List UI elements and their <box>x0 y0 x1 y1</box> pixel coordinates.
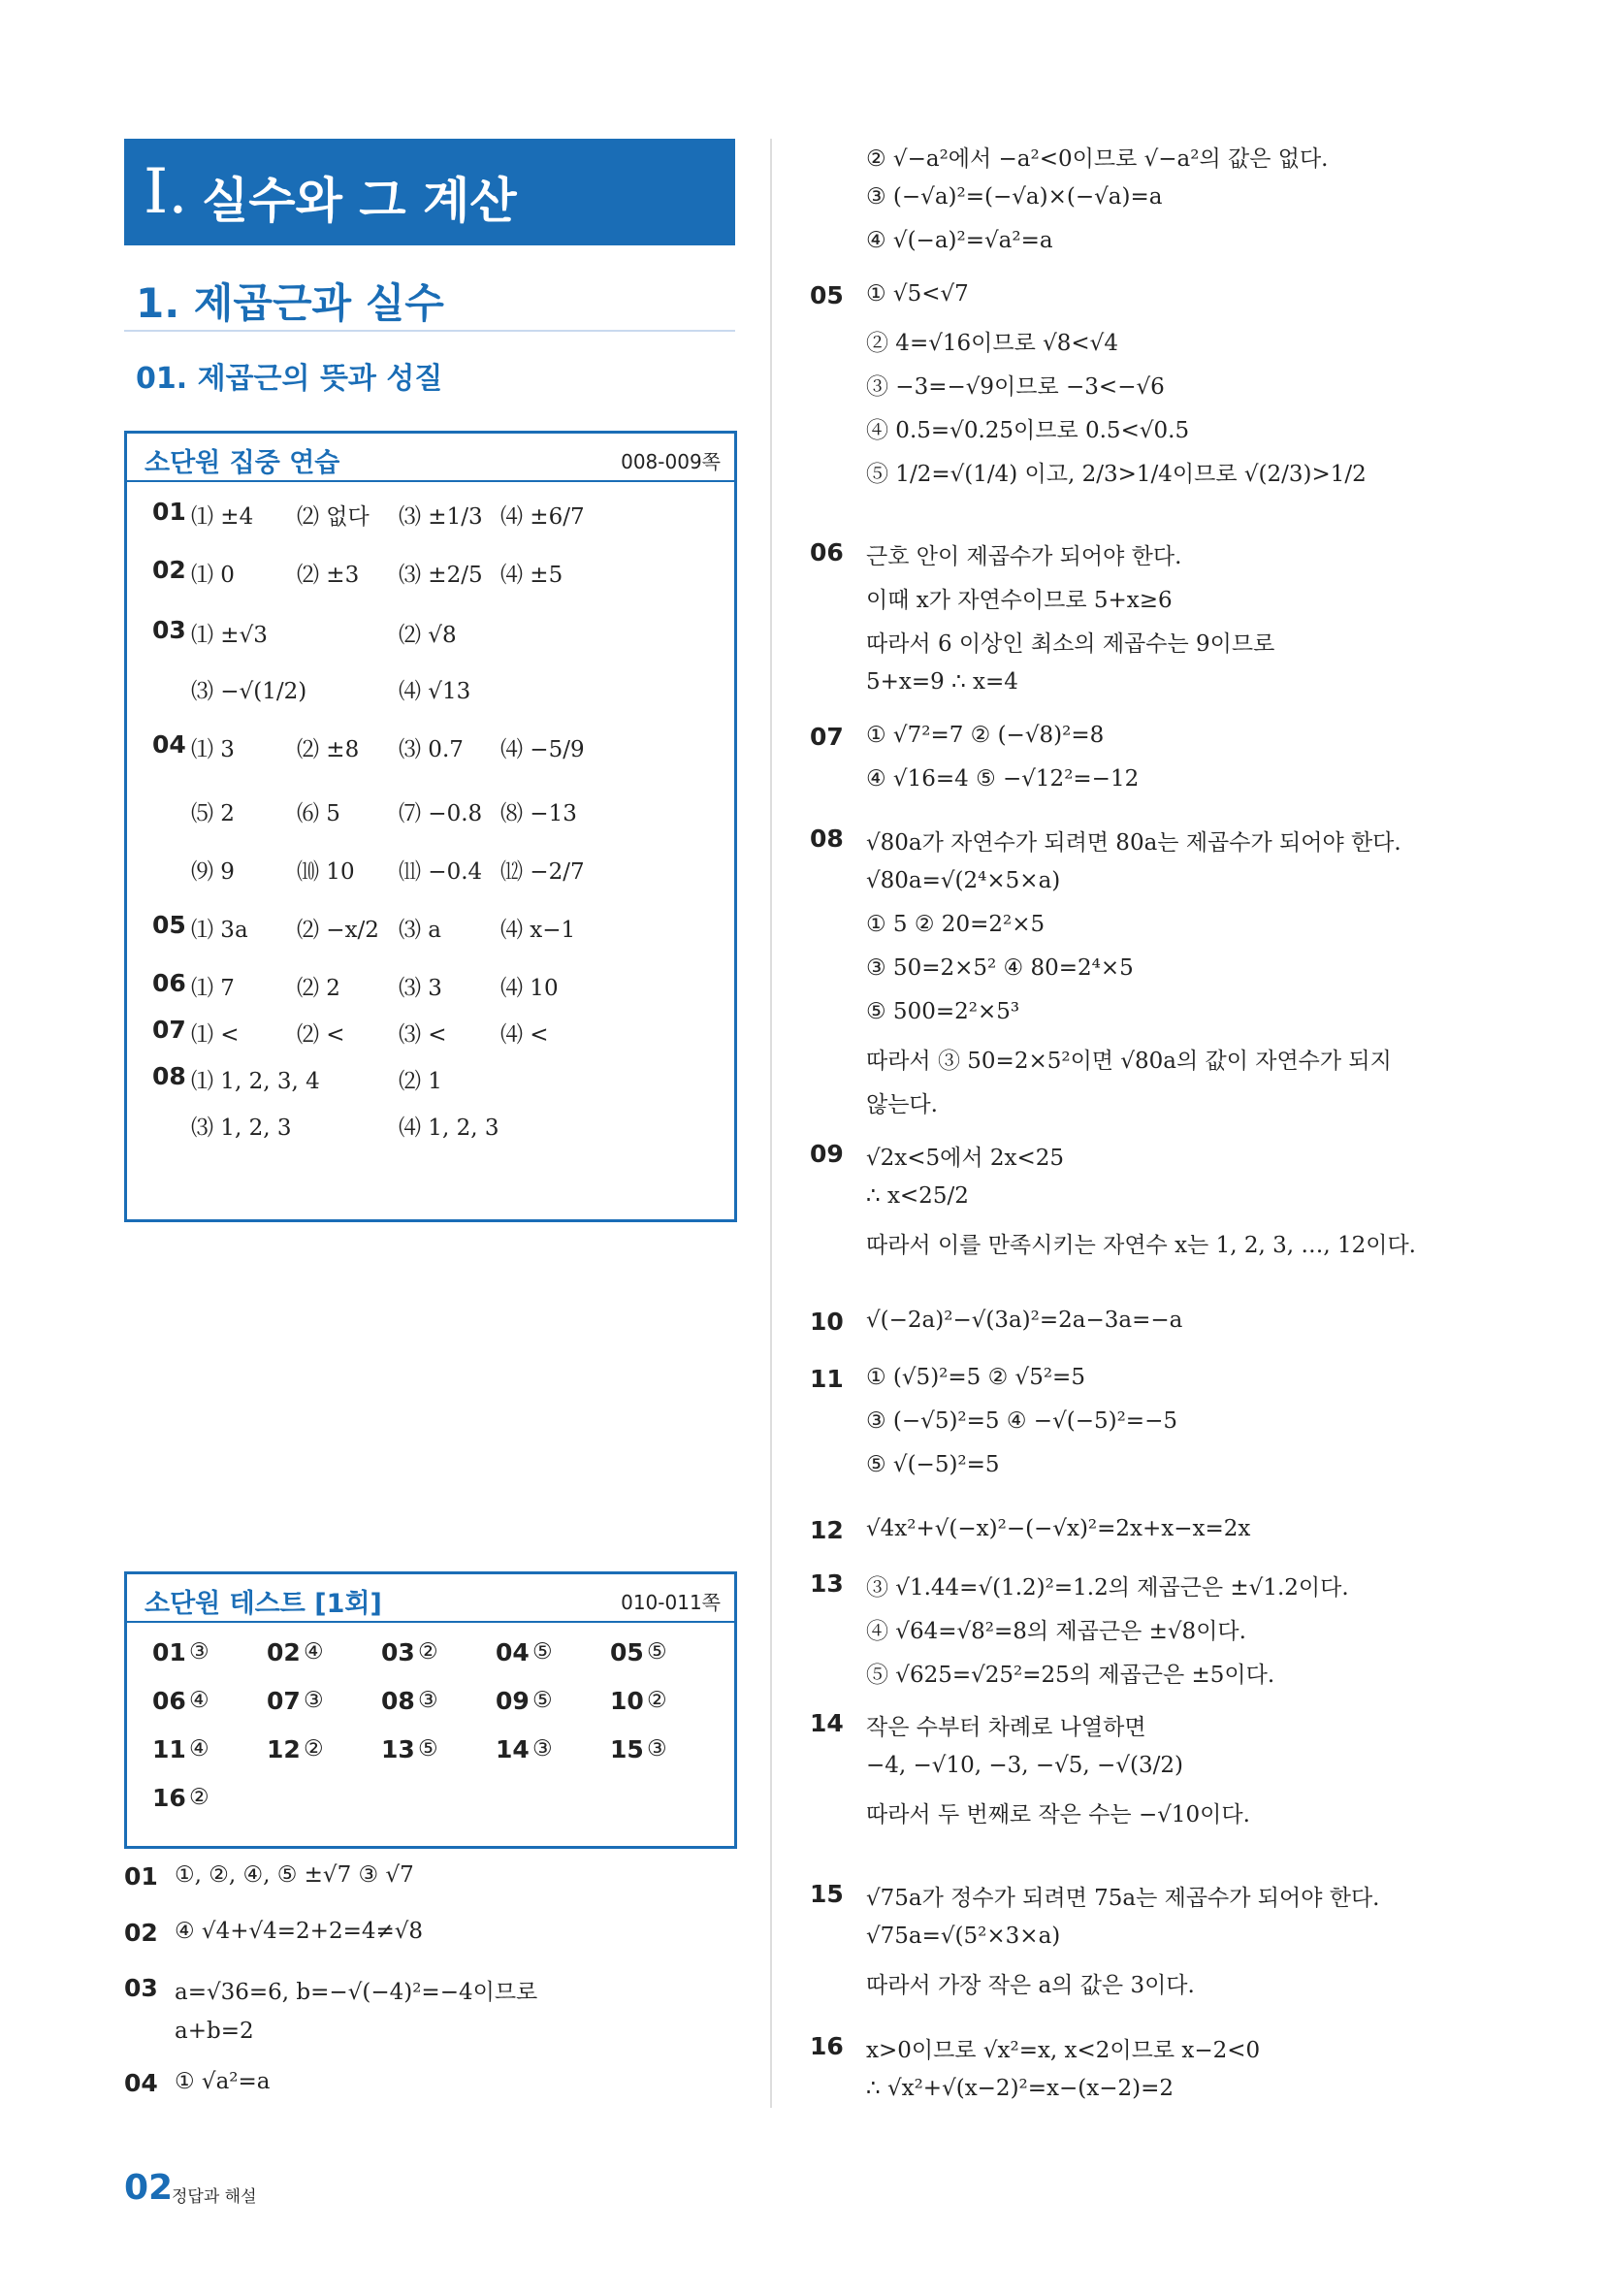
practice-answer: ⑴ < <box>191 1022 240 1048</box>
solution-line: ∴ x<25/2 <box>866 1183 969 1209</box>
test-answer: ③ <box>532 1736 553 1762</box>
practice-answer: ⑷ −5/9 <box>500 737 585 762</box>
test-answer: ② <box>304 1736 324 1762</box>
solution-line: ③ (−√a)²=(−√a)×(−√a)=a <box>866 184 1163 210</box>
practice-answer: ⑵ −x/2 <box>297 918 379 943</box>
test-item-number: 13 <box>381 1735 415 1763</box>
solution-number: 01 <box>124 1862 158 1891</box>
solution-number: 12 <box>810 1516 844 1544</box>
practice-answer: ⑵ ±3 <box>297 563 360 588</box>
solution-line: √75a=√(5²×3×a) <box>866 1924 1061 1949</box>
practice-answer: ⑶ 0.7 <box>399 737 464 762</box>
practice-answer: ⑶ 1, 2, 3 <box>191 1116 292 1141</box>
solution-line: ④ √16=4 ⑤ −√12²=−12 <box>866 766 1140 792</box>
unit-divider <box>124 330 735 332</box>
test-item-number: 12 <box>267 1735 301 1763</box>
solution-number: 03 <box>124 1974 158 2002</box>
solution-line: ③ √1.44=√(1.2)²=1.2의 제곱근은 ±√1.2이다. <box>866 1575 1349 1601</box>
practice-answer: ⑷ < <box>500 1022 549 1048</box>
solution-line: ④ 0.5=√0.25이므로 0.5<√0.5 <box>866 418 1190 443</box>
test-item-number: 11 <box>152 1735 186 1763</box>
solution-number: 15 <box>810 1880 844 1908</box>
practice-answer: ⑺ −0.8 <box>399 801 483 826</box>
solution-line: ② 4=√16이므로 √8<√4 <box>866 331 1118 356</box>
solution-number: 07 <box>810 723 844 751</box>
solution-number: 16 <box>810 2032 844 2060</box>
test-item-number: 09 <box>496 1687 530 1715</box>
practice-answer: ⑶ −√(1/2) <box>191 679 307 704</box>
practice-answer: ⑵ 없다 <box>297 504 370 530</box>
test-answer: ② <box>418 1639 438 1665</box>
practice-answer: ⑸ 2 <box>191 801 235 826</box>
practice-answer: ⑵ √8 <box>399 623 457 648</box>
practice-answer: ⑴ 7 <box>191 976 235 1001</box>
solution-line: ① √5<√7 <box>866 281 969 307</box>
practice-item-number: 04 <box>152 730 186 759</box>
test-pages: 010-011쪽 <box>621 1591 721 1614</box>
practice-item-number: 02 <box>152 556 186 584</box>
chapter-title: 실수와 그 계산 <box>202 173 517 229</box>
test-answer: ⑤ <box>532 1688 553 1713</box>
practice-item-number: 06 <box>152 969 186 997</box>
solution-line: ② √−a²에서 −a²<0이므로 √−a²의 값은 없다. <box>866 146 1329 172</box>
test-answer: ④ <box>189 1736 209 1762</box>
test-item-number: 14 <box>496 1735 530 1763</box>
solution-line: 이때 x가 자연수이므로 5+x≥6 <box>866 588 1173 613</box>
test-item-number: 03 <box>381 1638 415 1666</box>
practice-answer: ⑶ a <box>399 918 442 943</box>
test-answer: ③ <box>304 1688 324 1713</box>
practice-answer: ⑶ < <box>399 1022 447 1048</box>
solution-number: 02 <box>124 1919 158 1947</box>
solution-number: 13 <box>810 1569 844 1598</box>
practice-answer: ⑷ ±6/7 <box>500 504 585 530</box>
solution-number: 06 <box>810 538 844 566</box>
chapter-banner <box>124 139 735 245</box>
column-divider <box>770 139 772 2108</box>
practice-answer: ⑿ −2/7 <box>500 859 585 885</box>
solution-line: 따라서 ③ 50=2×5²이면 √80a의 값이 자연수가 되지 <box>866 1049 1392 1074</box>
test-answer: ② <box>647 1688 667 1713</box>
test-answer: ⑤ <box>418 1736 438 1762</box>
solution-number: 05 <box>810 281 844 309</box>
test-item-number: 08 <box>381 1687 415 1715</box>
unit-title: 1. 제곱근과 실수 <box>136 279 444 327</box>
test-answer: ⑤ <box>532 1639 553 1665</box>
solution-line: x>0이므로 √x²=x, x<2이므로 x−2<0 <box>866 2038 1261 2063</box>
practice-answer: ⑷ 10 <box>500 976 559 1001</box>
solution-line: −4, −√10, −3, −√5, −√(3/2) <box>866 1753 1183 1778</box>
solution-line: ⑤ 500=2²×5³ <box>866 999 1020 1024</box>
solution-line: ∴ √x²+√(x−2)²=x−(x−2)=2 <box>866 2076 1175 2101</box>
solution-line: √80a가 자연수가 되려면 80a는 제곱수가 되어야 한다. <box>866 830 1401 856</box>
solution-line: 따라서 가장 작은 a의 값은 3이다. <box>866 1973 1195 1998</box>
test-answer: ④ <box>189 1688 209 1713</box>
practice-answer: ⑴ 0 <box>191 563 235 588</box>
footer-label: 정답과 해설 <box>172 2187 257 2207</box>
practice-answer: ⑵ 1 <box>399 1069 442 1094</box>
practice-answer: ⑴ 3a <box>191 918 248 943</box>
practice-answer: ⑶ ±1/3 <box>399 504 483 530</box>
solution-line: ④ √64=√8²=8의 제곱근은 ±√8이다. <box>866 1619 1246 1644</box>
solution-line: a+b=2 <box>175 2019 254 2044</box>
solution-line: ③ 50=2×5² ④ 80=2⁴×5 <box>866 955 1134 981</box>
test-item-number: 10 <box>610 1687 644 1715</box>
test-item-number: 16 <box>152 1784 186 1812</box>
section-title: 01. 제곱근의 뜻과 성질 <box>136 362 443 396</box>
practice-item-number: 08 <box>152 1062 186 1090</box>
practice-answer: ⑷ 1, 2, 3 <box>399 1116 499 1141</box>
solution-line: ③ (−√5)²=5 ④ −√(−5)²=−5 <box>866 1408 1177 1434</box>
practice-answer: ⑷ x−1 <box>500 918 576 943</box>
practice-item-number: 03 <box>152 616 186 644</box>
test-item-number: 01 <box>152 1638 186 1666</box>
practice-answer: ⑷ √13 <box>399 679 471 704</box>
practice-answer: ⑼ 9 <box>191 859 235 885</box>
practice-answer: ⑹ 5 <box>297 801 340 826</box>
solution-line: √75a가 정수가 되려면 75a는 제곱수가 되어야 한다. <box>866 1886 1380 1911</box>
test-answer: ② <box>189 1785 209 1810</box>
solution-line: ④ √4+√4=2+2=4≠√8 <box>175 1919 424 1944</box>
test-item-number: 06 <box>152 1687 186 1715</box>
solution-line: a=√36=6, b=−√(−4)²=−4이므로 <box>175 1980 538 2005</box>
solution-line: √80a=√(2⁴×5×a) <box>866 868 1061 893</box>
chapter-roman: Ⅰ. <box>144 156 188 228</box>
practice-answer: ⑷ ±5 <box>500 563 563 588</box>
test-answer: ③ <box>647 1736 667 1762</box>
practice-answer: ⑴ 1, 2, 3, 4 <box>191 1069 320 1094</box>
practice-answer: ⑽ 10 <box>297 859 355 885</box>
test-answer: ③ <box>418 1688 438 1713</box>
test-item-number: 05 <box>610 1638 644 1666</box>
practice-answer: ⑴ ±4 <box>191 504 254 530</box>
solution-line: ① 5 ② 20=2²×5 <box>866 912 1046 937</box>
solution-number: 09 <box>810 1140 844 1168</box>
practice-answer: ⑵ < <box>297 1022 345 1048</box>
test-answer: ③ <box>189 1639 209 1665</box>
solution-number: 14 <box>810 1709 844 1737</box>
solution-line: 작은 수부터 차례로 나열하면 <box>866 1715 1146 1740</box>
practice-answer: ⑻ −13 <box>500 801 577 826</box>
solution-line: 않는다. <box>866 1092 938 1117</box>
practice-item-number: 01 <box>152 498 186 526</box>
solution-line: √(−2a)²−√(3a)²=2a−3a=−a <box>866 1308 1183 1333</box>
solution-line: 근호 안이 제곱수가 되어야 한다. <box>866 544 1182 569</box>
solution-line: ④ √(−a)²=√a²=a <box>866 228 1053 253</box>
practice-box <box>124 431 737 1222</box>
test-item-number: 02 <box>267 1638 301 1666</box>
solution-line: 따라서 이를 만족시키는 자연수 x는 1, 2, 3, …, 12이다. <box>866 1233 1416 1258</box>
solution-line: ⑤ √(−5)²=5 <box>866 1452 1000 1477</box>
practice-answer: ⑶ ±2/5 <box>399 563 483 588</box>
test-answer: ⑤ <box>647 1639 667 1665</box>
practice-answer: ⑴ 3 <box>191 737 235 762</box>
solution-line: ⑤ √625=√25²=25의 제곱근은 ±5이다. <box>866 1663 1275 1688</box>
solution-line: √4x²+√(−x)²−(−√x)²=2x+x−x=2x <box>866 1516 1251 1541</box>
practice-item-number: 05 <box>152 911 186 939</box>
solution-line: ① √a²=a <box>175 2069 271 2094</box>
practice-title: 소단원 집중 연습 <box>145 448 340 478</box>
practice-answer: ⑾ −0.4 <box>399 859 483 885</box>
practice-answer: ⑴ ±√3 <box>191 623 268 648</box>
page-number: 02 <box>124 2168 174 2208</box>
solution-line: ①, ②, ④, ⑤ ±√7 ③ √7 <box>175 1862 414 1888</box>
solution-number: 04 <box>124 2069 158 2097</box>
test-box <box>124 1571 737 1849</box>
test-item-number: 15 <box>610 1735 644 1763</box>
solution-number: 11 <box>810 1365 844 1393</box>
solution-line: ⑤ 1/2=√(1/4) 이고, 2/3>1/4이므로 √(2/3)>1/2 <box>866 462 1367 487</box>
solution-number: 08 <box>810 825 844 853</box>
solution-line: ① (√5)²=5 ② √5²=5 <box>866 1365 1085 1390</box>
solution-line: ① √7²=7 ② (−√8)²=8 <box>866 723 1105 748</box>
practice-answer: ⑶ 3 <box>399 976 442 1001</box>
solution-line: 따라서 두 번째로 작은 수는 −√10이다. <box>866 1802 1250 1827</box>
test-item-number: 04 <box>496 1638 530 1666</box>
solution-line: 따라서 6 이상인 최소의 제곱수는 9이므로 <box>866 631 1275 657</box>
solution-line: √2x<5에서 2x<25 <box>866 1146 1065 1171</box>
solution-line: ③ −3=−√9이므로 −3<−√6 <box>866 374 1165 400</box>
solution-line: 5+x=9 ∴ x=4 <box>866 669 1018 695</box>
practice-item-number: 07 <box>152 1016 186 1044</box>
test-item-number: 07 <box>267 1687 301 1715</box>
practice-answer: ⑵ 2 <box>297 976 340 1001</box>
solution-number: 10 <box>810 1308 844 1336</box>
practice-pages: 008-009쪽 <box>621 450 721 473</box>
practice-header <box>127 434 734 482</box>
test-title: 소단원 테스트 [1회] <box>145 1589 382 1619</box>
test-header <box>127 1574 734 1623</box>
test-answer: ④ <box>304 1639 324 1665</box>
practice-answer: ⑵ ±8 <box>297 737 360 762</box>
